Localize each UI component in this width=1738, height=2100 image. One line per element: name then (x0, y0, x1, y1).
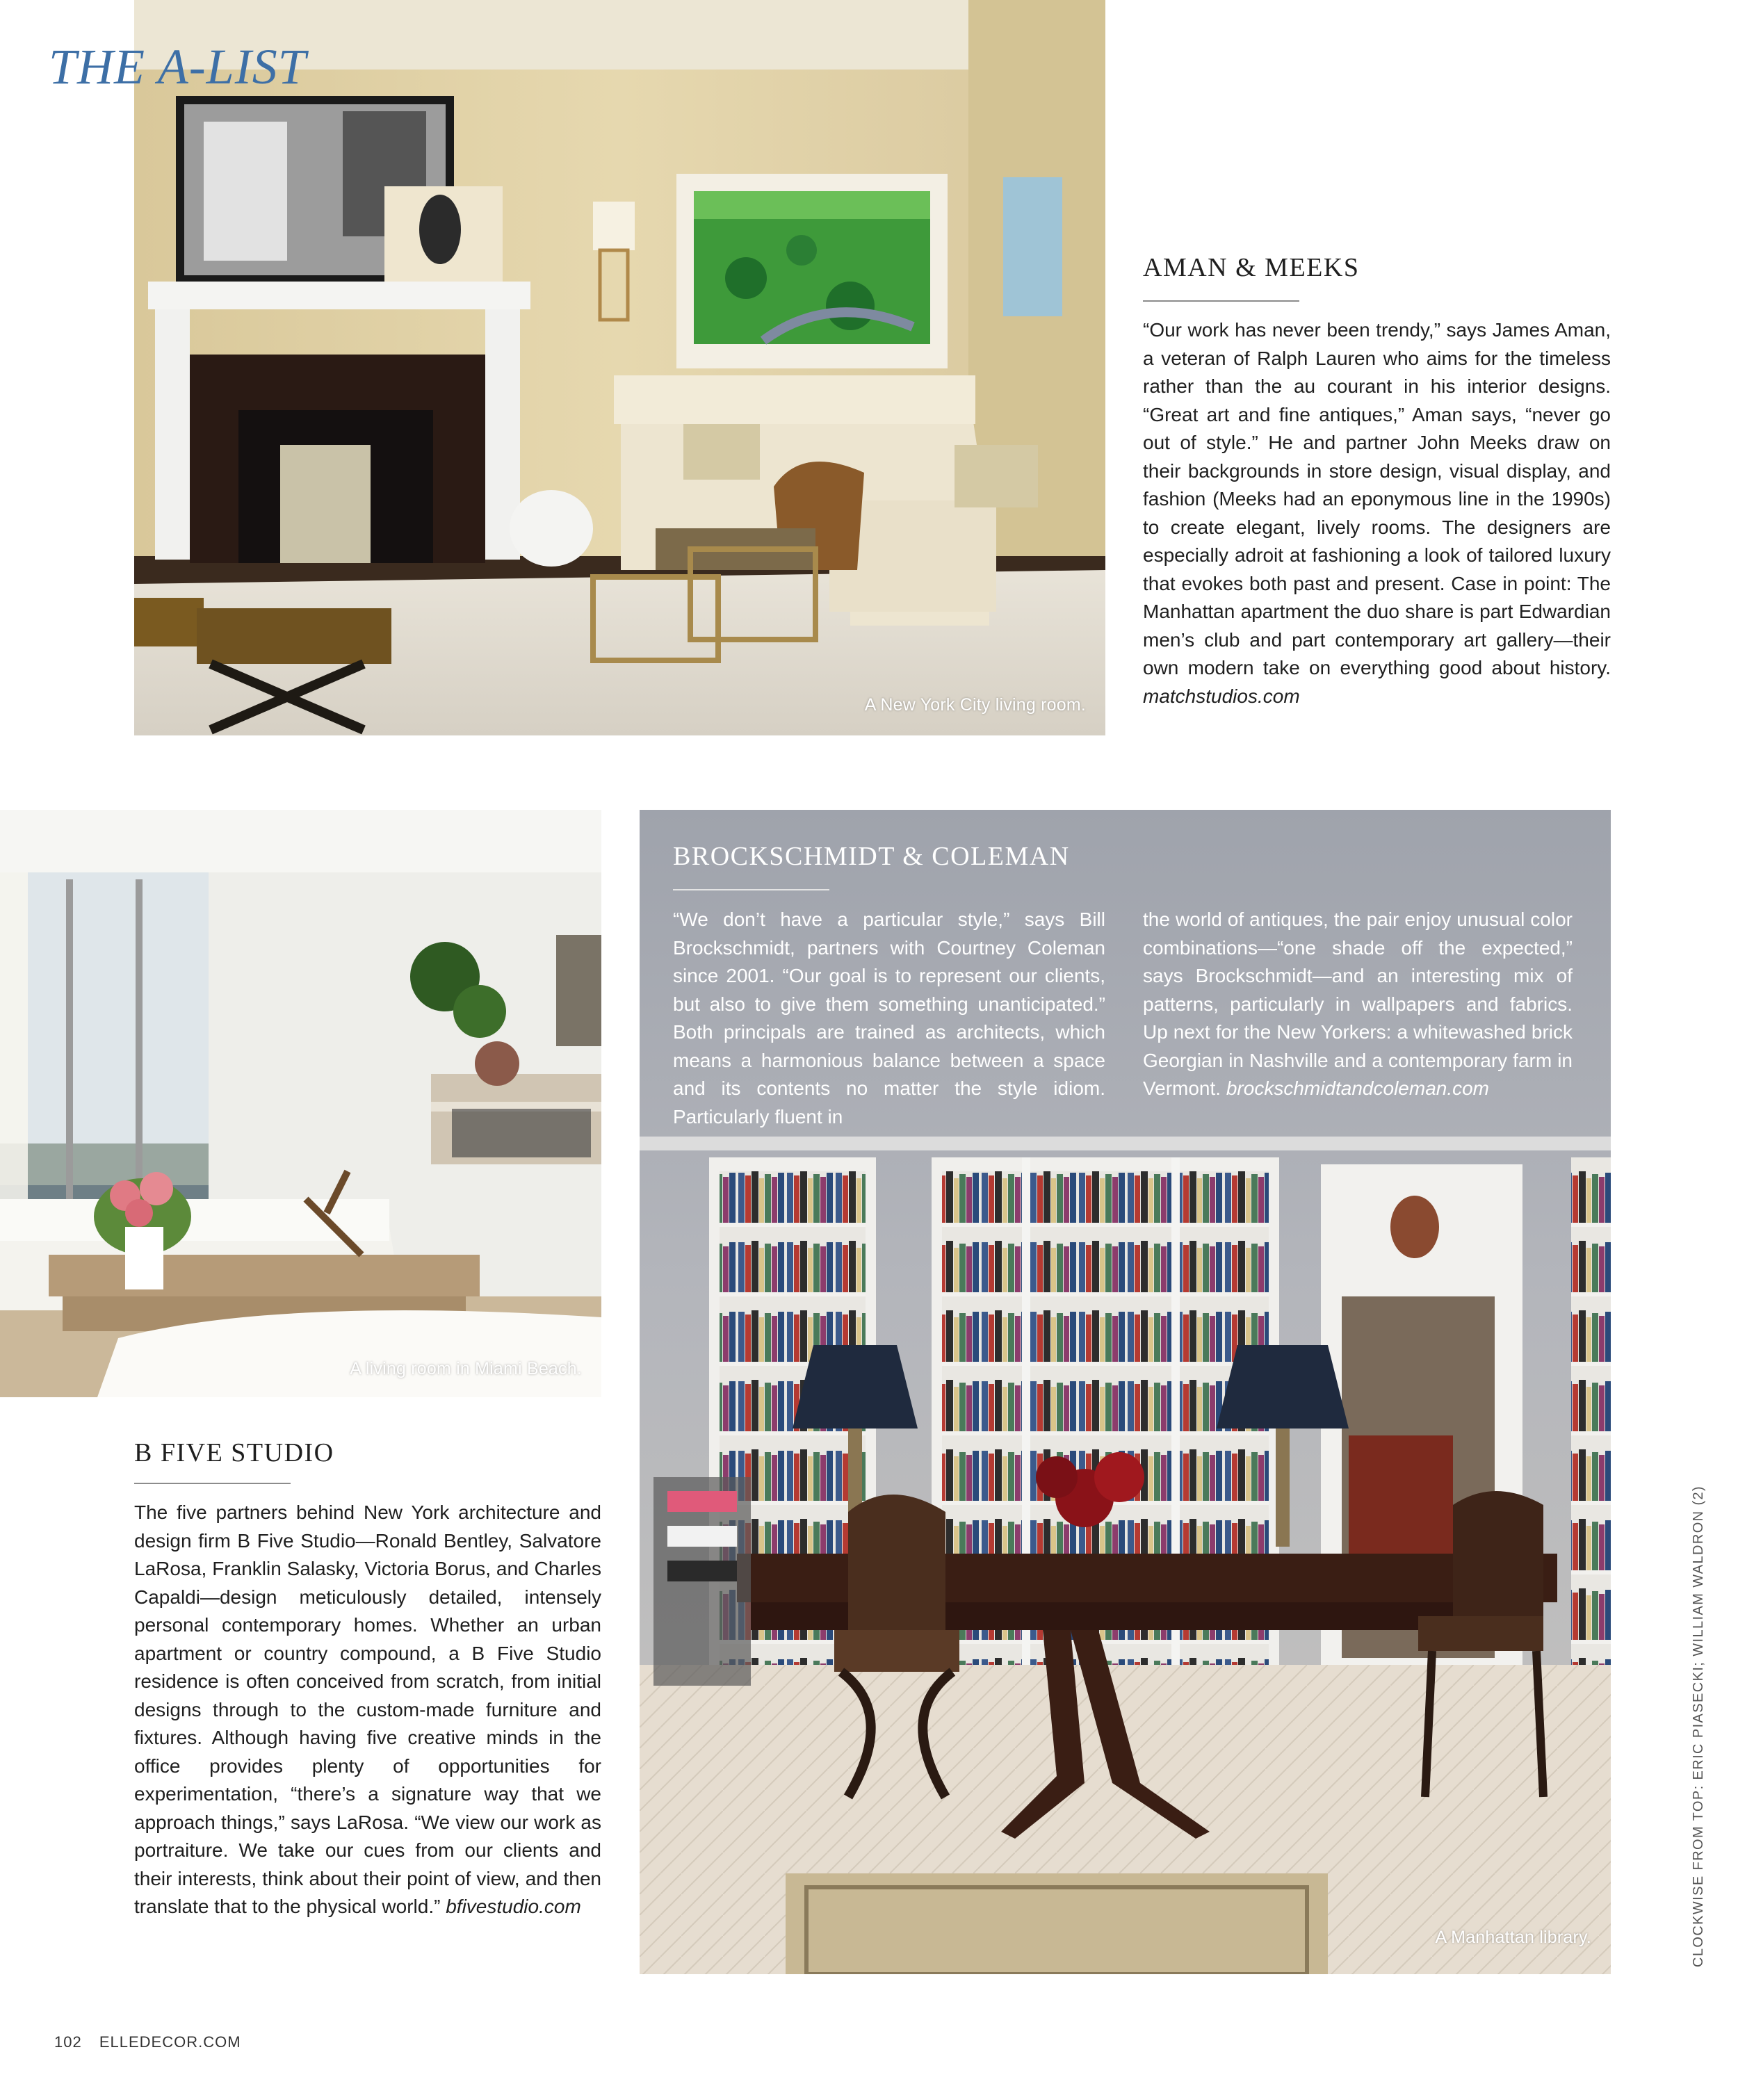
caption-nyc: A New York City living room. (864, 695, 1086, 715)
bfive-studio-heading: B FIVE STUDIO (134, 1438, 334, 1467)
page-number: 102 (54, 2033, 82, 2051)
brockschmidt-coleman-col2 (1143, 906, 1573, 1103)
brockschmidt-coleman-col1: “We don’t have a particular style,” says Bill Brockschmidt, partners with Courtney Coleman since 2001. “Our goal is to represent our clients, but also to give them something unanticipated.” Both principals are trained as architects, which means a harmonious balance between a space and its contents no matter the style idiom. Particularly fluent in (673, 909, 1105, 1128)
bfive-studio-rule (134, 1483, 291, 1484)
caption-library: A Manhattan library. (1435, 1928, 1591, 1947)
photo-credit: CLOCKWISE FROM TOP: ERIC PIASECKI; WILLIAM WALDRON (2) (1691, 1485, 1706, 1967)
caption-miami: A living room in Miami Beach. (350, 1359, 582, 1378)
aman-meeks-url[interactable]: matchstudios.com (1143, 685, 1300, 707)
aman-meeks-rule (1143, 300, 1299, 302)
section-kicker: THE A-LIST (49, 39, 307, 95)
miami-living-room-illustration (0, 810, 601, 1397)
brockschmidt-coleman-url[interactable]: brockschmidtandcoleman.com (1226, 1077, 1490, 1099)
aman-meeks-heading: AMAN & MEEKS (1143, 253, 1360, 282)
photo-miami-living-room (0, 810, 601, 1397)
nyc-living-room-illustration (134, 0, 1105, 735)
brockschmidt-coleman-heading: BROCKSCHMIDT & COLEMAN (673, 842, 1070, 871)
aman-meeks-body (1143, 316, 1611, 710)
bfive-studio-body (134, 1499, 601, 1921)
site-name[interactable]: ELLEDECOR.COM (99, 2033, 241, 2051)
bfive-studio-text: The five partners behind New York architecture and design firm B Five Studio—Ronald Bentley, Salvatore LaRosa, Franklin Salasky, Victoria Borus, and Charles Capaldi—design meticulously detailed, intensely personal contemporary homes. Whether an urban apartment or country compound, a B Five Studio residence is often conceived from scratch, from initial designs through to the custom-made furniture and fixtures. Although having five creative minds in the office provides plenty of opportunities for experimentation, “there’s a signature way that we approach things,” says LaRosa. “We view our work as portraiture. We take our cues from our clients and their interests, think about their point of view, and then translate that to the physical world.” (134, 1501, 601, 1917)
photo-nyc-living-room (134, 0, 1105, 735)
brockschmidt-coleman-rule (673, 889, 829, 890)
folio (54, 2033, 241, 2051)
bfive-studio-url[interactable]: bfivestudio.com (446, 1896, 581, 1917)
brockschmidt-coleman-col2-text: the world of antiques, the pair enjoy unusual color combinations—“one shade off the expected,” says Brockschmidt—and an interesting mix of patterns, particularly in wallpapers and fabrics. Up next for the New Yorkers: a whitewashed brick Georgian in Nashville and a contemporary farm in Vermont. (1143, 909, 1573, 1099)
aman-meeks-text: “Our work has never been trendy,” says James Aman, a veteran of Ralph Lauren who aims for the timeless rather than the au courant in his interior designs. “Great art and fine antiques,” Aman says, “never go out of style.” He and partner John Meeks draw on their backgrounds in store design, visual display, and fashion (Meeks had an eponymous line in the 1990s) to create elegant, lively rooms. The designers are especially adroit at fashioning a look of tailored luxury that evokes both past and present. Case in point: The Manhattan apartment the duo share is part Edwardian men’s club and part contemporary art gallery—their own modern take on everything good about history. (1143, 319, 1611, 678)
